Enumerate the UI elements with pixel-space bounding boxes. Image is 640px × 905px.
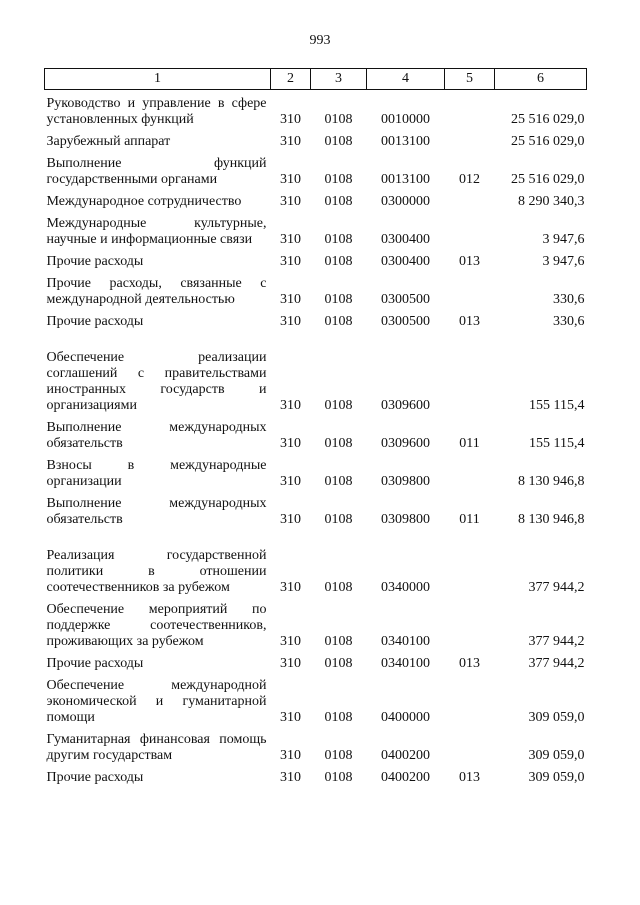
table-row [45, 452, 587, 490]
header-col-6: 6 [495, 69, 587, 90]
table-row [45, 308, 587, 330]
row-col-2: 310 [280, 436, 301, 451]
row-col-5 [445, 128, 495, 150]
row-amount: 309 059,0 [528, 710, 585, 725]
row-name: Обеспечение международной экономической и гуманитарной помощи [46, 678, 267, 725]
row-col-4: 0340100 [381, 656, 430, 671]
row-col-2: 310 [280, 634, 301, 649]
row-col-3: 0108 [324, 656, 353, 671]
row-col-3: 0108 [324, 770, 353, 785]
table-row [45, 650, 587, 672]
row-col-3: 0108 [324, 580, 353, 595]
table-row [45, 528, 587, 596]
row-amount: 8 130 946,8 [518, 474, 585, 489]
row-amount: 3 947,6 [542, 254, 585, 269]
page-number: 993 [309, 33, 331, 48]
row-amount: 377 944,2 [528, 656, 585, 671]
row-col-2: 310 [280, 254, 301, 269]
row-col-4: 0013100 [381, 134, 430, 149]
row-name: Гуманитарная финансовая помощь другим государствам [46, 732, 267, 763]
row-col-5 [445, 672, 495, 726]
row-col-2: 310 [280, 232, 301, 247]
row-col-5: 013 [459, 770, 480, 785]
table-row [45, 726, 587, 764]
row-col-5: 011 [459, 436, 480, 451]
row-col-2: 310 [280, 580, 301, 595]
row-amount: 25 516 029,0 [511, 134, 585, 149]
row-amount: 377 944,2 [528, 634, 585, 649]
row-col-5: 011 [459, 512, 480, 527]
row-col-5 [445, 452, 495, 490]
table-row [45, 210, 587, 248]
header-col-4: 4 [367, 69, 445, 90]
row-col-2: 310 [280, 112, 301, 127]
row-name: Выполнение международных обязательств [46, 420, 267, 451]
row-col-5: 013 [459, 314, 480, 329]
budget-table [44, 68, 587, 786]
row-amount: 8 130 946,8 [518, 512, 585, 527]
row-amount: 309 059,0 [528, 770, 585, 785]
row-col-2: 310 [280, 134, 301, 149]
row-amount: 155 115,4 [529, 436, 585, 451]
table-row [45, 270, 587, 308]
row-col-2: 310 [280, 748, 301, 763]
row-col-5: 013 [459, 656, 480, 671]
table-row [45, 150, 587, 188]
row-col-4: 0340100 [381, 634, 430, 649]
row-col-4: 0309800 [381, 474, 430, 489]
row-name: Прочие расходы, связанные с международной деятельностью [46, 276, 267, 307]
row-amount: 3 947,6 [542, 232, 585, 247]
table-row [45, 330, 587, 414]
row-col-3: 0108 [324, 292, 353, 307]
row-col-4: 0300400 [381, 232, 430, 247]
row-name: Обеспечение реализации соглашений с правительствами иностранных государств и организациями [46, 350, 267, 413]
row-col-3: 0108 [324, 232, 353, 247]
row-col-2: 310 [280, 512, 301, 527]
row-col-5 [445, 726, 495, 764]
row-col-3: 0108 [324, 710, 353, 725]
table-row [45, 414, 587, 452]
row-col-2: 310 [280, 770, 301, 785]
row-name: Обеспечение мероприятий по поддержке соотечественников, проживающих за рубежом [46, 602, 267, 649]
row-col-3: 0108 [324, 172, 353, 187]
row-col-4: 0300500 [381, 292, 430, 307]
table-row [45, 596, 587, 650]
row-name: Реализация государственной политики в отношении соотечественников за рубежом [46, 548, 267, 595]
row-col-2: 310 [280, 656, 301, 671]
row-name: Прочие расходы [46, 254, 144, 269]
row-amount: 377 944,2 [528, 580, 585, 595]
row-col-3: 0108 [324, 436, 353, 451]
row-col-3: 0108 [324, 474, 353, 489]
row-col-5 [445, 270, 495, 308]
row-col-3: 0108 [324, 112, 353, 127]
row-amount: 330,6 [553, 314, 585, 329]
row-col-3: 0108 [324, 398, 353, 413]
row-col-3: 0108 [324, 254, 353, 269]
row-name: Выполнение функций государственными органами [46, 156, 267, 187]
table-row [45, 764, 587, 786]
row-col-3: 0108 [324, 314, 353, 329]
row-name: Прочие расходы [46, 314, 144, 329]
row-col-2: 310 [280, 710, 301, 725]
row-col-4: 0013100 [381, 172, 430, 187]
row-col-3: 0108 [324, 748, 353, 763]
table-row [45, 90, 587, 129]
row-col-4: 0300000 [381, 194, 430, 209]
header-col-2: 2 [271, 69, 311, 90]
row-col-5 [445, 330, 495, 414]
row-amount: 8 290 340,3 [518, 194, 585, 209]
row-col-4: 0340000 [381, 580, 430, 595]
table-row [45, 490, 587, 528]
row-name: Руководство и управление в сфере установленных функций [46, 96, 267, 127]
row-col-4: 0300400 [381, 254, 430, 269]
table-row [45, 248, 587, 270]
row-col-5: 013 [459, 254, 480, 269]
row-col-4: 0400000 [381, 710, 430, 725]
row-col-4: 0309600 [381, 398, 430, 413]
row-amount: 25 516 029,0 [511, 172, 585, 187]
row-col-5 [445, 596, 495, 650]
row-col-4: 0400200 [381, 748, 430, 763]
row-col-5 [445, 90, 495, 129]
header-col-5: 5 [445, 69, 495, 90]
table-header-row [45, 69, 587, 90]
row-col-2: 310 [280, 194, 301, 209]
row-col-2: 310 [280, 172, 301, 187]
row-col-3: 0108 [324, 194, 353, 209]
row-col-5 [445, 188, 495, 210]
row-amount: 155 115,4 [529, 398, 585, 413]
row-col-4: 0400200 [381, 770, 430, 785]
row-col-4: 0309800 [381, 512, 430, 527]
row-name: Зарубежный аппарат [46, 134, 171, 149]
row-col-5 [445, 210, 495, 248]
row-amount: 330,6 [553, 292, 585, 307]
row-amount: 309 059,0 [528, 748, 585, 763]
row-col-3: 0108 [324, 134, 353, 149]
row-col-2: 310 [280, 398, 301, 413]
row-col-3: 0108 [324, 634, 353, 649]
row-name: Выполнение международных обязательств [46, 496, 267, 527]
row-name: Прочие расходы [46, 656, 144, 671]
row-amount: 25 516 029,0 [511, 112, 585, 127]
row-col-4: 0010000 [381, 112, 430, 127]
row-name: Международные культурные, научные и информационные связи [46, 216, 267, 247]
row-col-2: 310 [280, 474, 301, 489]
header-col-1: 1 [45, 69, 271, 90]
row-col-3: 0108 [324, 512, 353, 527]
table-row [45, 128, 587, 150]
row-col-4: 0300500 [381, 314, 430, 329]
table-row [45, 188, 587, 210]
row-col-5: 012 [459, 172, 480, 187]
row-col-5 [445, 528, 495, 596]
row-name: Международное сотрудничество [46, 194, 242, 209]
row-name: Взносы в международные организации [46, 458, 267, 489]
table-row [45, 672, 587, 726]
row-col-2: 310 [280, 292, 301, 307]
row-name: Прочие расходы [46, 770, 144, 785]
header-col-3: 3 [311, 69, 367, 90]
row-col-4: 0309600 [381, 436, 430, 451]
row-col-2: 310 [280, 314, 301, 329]
